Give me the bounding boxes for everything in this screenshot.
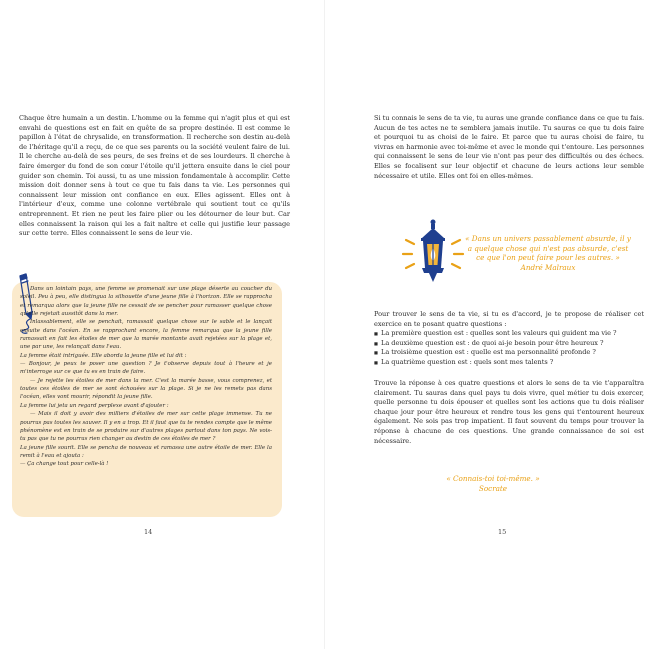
- quote-author: André Malraux: [520, 262, 576, 272]
- question-item: ■ La troisième question est : quelle est ma personnalité profonde ?: [374, 348, 644, 358]
- question-item: ■ La première question est : quelles sont les valeurs qui guident ma vie ?: [374, 329, 644, 339]
- story-dialogue: — Ça change tout pour celle-là !: [20, 461, 109, 468]
- quote-malraux: [463, 234, 633, 272]
- exercise-intro: Pour trouver le sens de ta vie, si tu es d'accord, je te propose de réaliser cet exercice en te posant quatre questions :: [374, 310, 644, 328]
- story-paragraph: Dans un lointain pays, une femme se promenait sur une plage déserte au coucher du soleil. Peu à peu, elle distingua la silhouette d'une jeune fille à l'horizon. Elle se rapprocha et remarqua alors que la jeune fille ne cessait de se pencher pour ramasser quelque chose qu'elle rejetait aussitôt dans la mer.: [20, 286, 272, 318]
- quote-socrate: [428, 474, 558, 493]
- left-page: [0, 0, 324, 649]
- lantern-icon: [398, 218, 468, 290]
- quote-author: Socrate: [478, 483, 508, 493]
- left-paragraph: Chaque être humain a un destin. L'homme ou la femme qui n'agit plus et qui est envahi de questions est en fait en quête de sa propre destinée. Il est comme le papillon à l'état de chrysalide, en transformation. Il recherche son destin au-delà de l'héritage qu'il a reçu, de ce que ses parents ou la société veulent faire de lui. Il le cherche au-delà de ses peurs, de ses freins et de ses lourdeurs. Il cherche à faire émerger du fond de son cœur l'étoile qu'il jettera ensuite dans le ciel pour guider son chemin. Toi aussi, tu as une mission fondamentale à accomplir. Cette mission doit donner sens à tout ce que tu fais dans ta vie. Les personnes qui connaissent leur mission ont confiance en eux. Elles agissent. Elles ont à l'intérieur d'eux, comme une colonne vertébrale qui soutient tout ce qu'ils entreprennent. Et rien ne peut les faire plier ou les détourner de leur but. Car elles connaissent la raison qui les a fait naître et celle qui justifie leur passage sur cette terre. Elles connaissent le sens de leur vie.: [19, 114, 290, 238]
- page-number: 14: [144, 528, 153, 536]
- story-dialogue: — Je rejette les étoiles de mer dans la mer. C'est la marée basse, vous comprenez, et toutes ces étoiles de mer se sont échouées sur la plage. Si je ne les remets pas dans l'océan, elles vont mourir, répondit la jeune fille.: [20, 377, 272, 401]
- story-paragraph: Inlassablement, elle se penchait, ramassait quelque chose sur le sable et le lançait ensuite dans l'océan. En se rapprochant encore, la femme remarqua que la jeune fille ramassait en fait les étoiles de mer que la marée montante avait rejetées sur la plage et, une par une, les relançait dans l'eau.: [20, 319, 272, 351]
- story-paragraph: La jeune fille sourit. Elle se pencha de nouveau et ramassa une autre étoile de mer. Elle la remit à l'eau et ajouta :: [20, 444, 272, 459]
- story-dialogue: — Mais il doit y avoir des milliers d'étoiles de mer sur cette plage immense. Tu ne pourras pas toutes les sauver. Il y en a trop. Et il faut que tu te rendes compte que le même phénomène est en train de se produire sur d'autres plages partout dans ton pays. Ne vois-tu pas que tu ne pourras rien changer au destin de ces étoiles de mer ?: [20, 411, 272, 443]
- right-page: [325, 0, 649, 649]
- story-paragraph: La femme était intriguée. Elle aborda la jeune fille et lui dit :: [20, 352, 187, 359]
- question-item: ■ La quatrième question est : quels sont mes talents ?: [374, 358, 644, 368]
- story-dialogue: — Bonjour, je peux te poser une question ? Je t'observe depuis tout à l'heure et je m'interroge sur ce que tu es en train de faire.: [20, 361, 272, 376]
- page-number: 15: [498, 528, 507, 536]
- story-text: [20, 285, 272, 469]
- question-list: [374, 329, 644, 367]
- quote-text: « Connais-toi toi-même. »: [446, 474, 540, 483]
- right-paragraph-2: [374, 310, 644, 368]
- quote-text: « Dans un univers passablement absurde, il y a quelque chose qui n'est pas absurde, c'est ce que l'on peut faire pour les autres. »: [465, 234, 631, 263]
- story-paragraph: La femme lui jeta un regard perplexe avant d'ajouter :: [20, 402, 169, 409]
- right-paragraph-3: Trouve la réponse à ces quatre questions et alors le sens de ta vie t'apparaîtra clairement. Tu sauras dans quel pays tu dois vivre, quel métier tu dois exercer, quelle personne tu dois épouser et quelles sont les actions que tu dois réaliser chaque jour pour être heureux et rendre tous les gens qui t'entourent heureux également. Ne sois pas trop impatient. Il faut souvent du temps pour trouver la réponse à chacune de ces questions. Une grande connaissance de soi est nécessaire.: [374, 379, 644, 445]
- right-paragraph-1: Si tu connais le sens de ta vie, tu auras une grande confiance dans ce que tu fais. Aucun de tes actes ne te semblera jamais inutile. Tu sauras ce que tu dois faire et pourquoi tu as choisi de le faire. Et parce que tu auras choisi de faire, tu vivras en harmonie avec toi-même et avec le monde qui t'entoure. Les personnes qui connaissent le sens de leur vie n'ont pas peur des difficultés ou des échecs. Elles se focalisent sur leur objectif et chacune de leurs actions leur semble nécessaire et utile. Elles ont foi en elles-mêmes.: [374, 114, 644, 180]
- question-item: ■ La deuxième question est : de quoi ai-je besoin pour être heureux ?: [374, 339, 644, 349]
